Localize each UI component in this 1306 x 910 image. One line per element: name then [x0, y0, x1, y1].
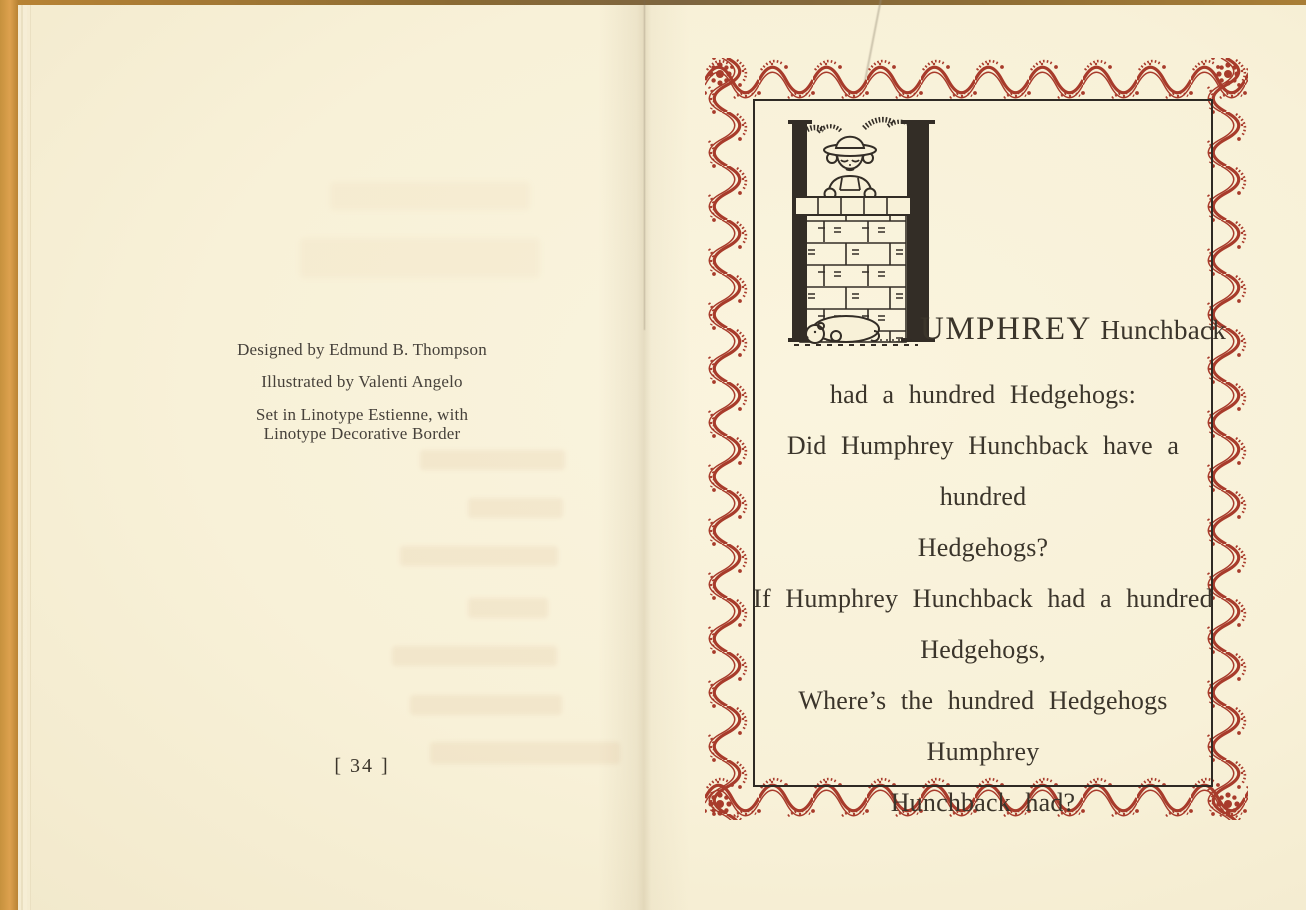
poem-first-line-caps: UMPHREY [920, 311, 1092, 347]
poem-body [753, 369, 1213, 828]
poem-line: had a hundred Hedgehogs: [829, 380, 1137, 409]
border-top [705, 58, 1248, 102]
poem-line: Hedgehogs? [917, 533, 1049, 562]
show-through-smudge [468, 598, 548, 618]
gutter-crease [644, 0, 645, 330]
colophon-designer: Designed by Edmund B. Thompson [237, 340, 487, 359]
show-through-smudge [330, 182, 530, 210]
show-through-smudge [400, 546, 558, 566]
poem-line: If Humphrey Hunchback had a hundred [753, 584, 1213, 613]
poem-line: Hedgehogs, [920, 635, 1046, 664]
corner-rosette-icon [1211, 57, 1245, 91]
colophon-typeface-line2: Linotype Decorative Border [263, 424, 461, 443]
boy-figure [824, 137, 876, 200]
corner-rosette-icon [703, 787, 737, 821]
poem-line: Where’s the hundred Hedgehogs Humphrey [798, 686, 1168, 766]
show-through-smudge [468, 498, 563, 518]
border-left [705, 58, 749, 820]
colophon [212, 340, 512, 443]
corner-rosette-icon [1211, 787, 1245, 821]
poem-line: Did Humphrey Hunchback have a hundred [786, 431, 1180, 511]
show-through-smudge [410, 695, 562, 715]
show-through-smudge [300, 238, 540, 278]
poem-first-line-rest: Hunchback [1100, 315, 1227, 345]
page-fore-edge [18, 5, 31, 910]
show-through-smudge [420, 450, 565, 470]
page-number: [ 34 ] [334, 755, 390, 777]
show-through-smudge [392, 646, 557, 666]
scanner-edge-left [0, 0, 18, 910]
poem-first-line [920, 311, 1226, 348]
colophon-illustrator: Illustrated by Valenti Angelo [261, 372, 463, 391]
colophon-typeface-line1: Set in Linotype Estienne, with [255, 405, 469, 424]
corner-rosette-icon [703, 57, 737, 91]
colophon-typeface [212, 405, 512, 443]
poem-line: Hunchback had? [890, 788, 1076, 817]
